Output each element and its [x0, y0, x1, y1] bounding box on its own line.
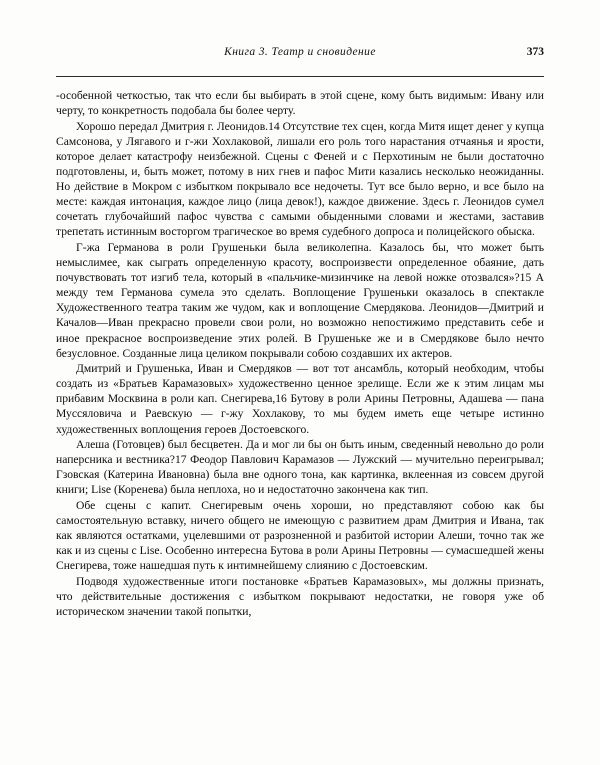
paragraph-1: -особенной четкостью, так что если бы выбирать в этой сцене, кому быть видимым: Ивану или черту, то конкретность подобала бы более черту.	[56, 89, 544, 118]
paragraph-2: Хорошо передал Дмитрия г. Леонидов.14 Отсутствие тех сцен, когда Митя ищет денег у купца Самсонова, у Лягавого и г-жи Хохлаковой, лишали его роль того нарастания отчаянья и ярости, которое делает катастрофу неизбежной. Сцены с Феней и с Перхотиным не были достаточно подготовлены, и, быть может, потому в них гнев и пафос Мити казались несколько неожиданны. Но действие в Мокром с избытком покрывало все недочеты. Тут все было верно, и все было на месте: каждая интонация, каждое лицо (лица девок!), каждое движение. Здесь г. Леонидов сумел сочетать глубочайший пафос чувства с самыми обыденными словами и жестами, заставив трепетать истинным восторгом трагическое во время судебного допроса и полицейского обыска.	[56, 119, 544, 239]
paragraph-4: Дмитрий и Грушенька, Иван и Смердяков — вот тот ансамбль, который необходим, чтобы создать из «Братьев Карамазовых» художественно ценное зрелище. Если же к этим лицам мы прибавим Москвина в роли кап. Снегирева,16 Бутову в роли Арины Петровны, Адашева — пана Муссяловича и Раевскую — г-жу Хохлакову, то мы будем иметь еще четыре истинно художественных воплощения героев Достоевского.	[56, 362, 544, 436]
running-head-title: Книга 3. Театр и сновидение	[224, 46, 376, 58]
body-text	[56, 88, 544, 619]
header-divider	[56, 76, 544, 77]
paragraph-6: Обе сцены с капит. Снегиревым очень хороши, но представляют собою как бы самостоятельную вставку, ничего общего не имеющую с развитием драм Дмитрия и Ивана, так как являются остатками, уцелевшими от разрозненной и разбитой истории Алеши, точно так же как и из сцены с Lise. Особенно интересна Бутова в роли Арины Петровны — сумасшедшей жены Снегирева, тоже нашедшая путь к интимнейшему слиянию с Достоевским.	[56, 499, 544, 573]
page-header	[56, 46, 544, 72]
paragraph-7: Подводя художественные итоги постановке «Братьев Карамазовых», мы должны признать, что действительные достижения с избытком покрывают недостатки, не говоря уже об историческом значении такой попытки,	[56, 575, 544, 619]
paragraph-3: Г-жа Германова в роли Грушеньки была великолепна. Казалось бы, что может быть немыслимее, как сыграть определенную красоту, воспроизвести определенное обаяние, дать почувствовать тот изгиб тела, который в «пальчике-мизинчике на левой ножке отозвался»?15 А между тем Германова сумела это сделать. Воплощение Грушеньки оказалось в спектакле Художественного театра таким же чудом, как и воплощение Смердякова. Леонидов—Дмитрий и Качалов—Иван прекрасно провели свои роли, но возможно непостижимо представить себе и иное прекрасное воспроизведение этих ролей. В Грушеньке же и в Смердякове было нечто безусловное. Созданные лица целиком покрывали собою создавших их актеров.	[56, 240, 544, 360]
page-number: 373	[526, 46, 544, 58]
paragraph-5: Алеша (Готовцев) был бесцветен. Да и мог ли бы он быть иным, сведенный невольно до роли наперсника и вестника?17 Феодор Павлович Карамазов — Лужский — мучительно переигрывал; Гзовская (Катерина Ивановна) была вне одного тона, как картинка, вклеенная из совсем другой книги; Lise (Коренева) была неплоха, но и недостаточно закончена как тип.	[56, 438, 544, 497]
